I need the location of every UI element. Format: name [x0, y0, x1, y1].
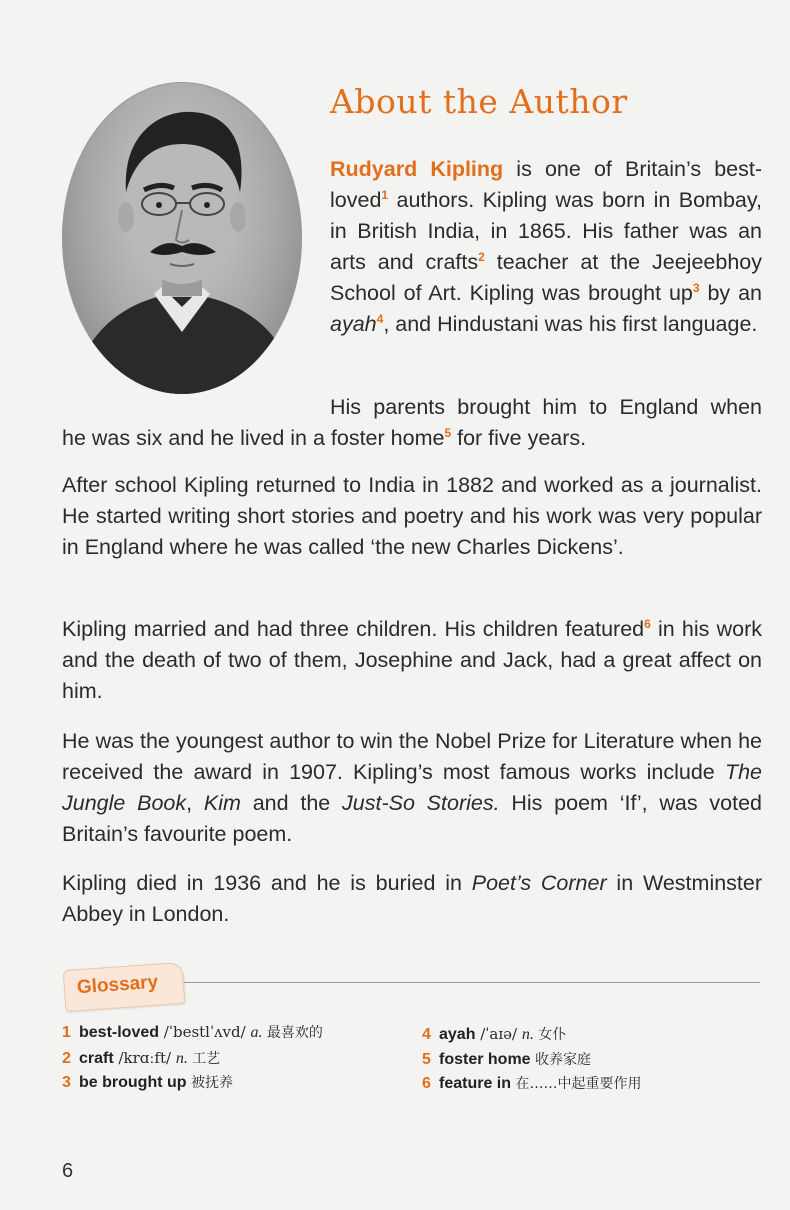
- paragraph-3: After school Kipling returned to India in 1882 and worked as a journalist. He started writing short stories and poetry and his work was very popular in England where he was called ‘the new Charles Dickens’.: [62, 473, 762, 559]
- glossary-definition: 最喜欢的: [262, 1025, 323, 1041]
- glossary-term: craft: [79, 1049, 114, 1067]
- italic-title: Just-So Stories.: [342, 791, 500, 815]
- glossary-item: [62, 1071, 323, 1096]
- glossary-term: be brought up: [79, 1074, 187, 1091]
- paragraph-2: [62, 392, 762, 454]
- text-span: He was the youngest author to win the Nobel Prize for Literature when he received the award in 1907. Kipling’s most famous works include: [62, 729, 762, 784]
- glossary-column-left: [62, 1020, 323, 1096]
- glossary-item: [422, 1022, 641, 1048]
- italic-term: ayah: [330, 312, 377, 336]
- glossary-term: foster home: [439, 1050, 531, 1068]
- glossary-number: 2: [62, 1049, 71, 1067]
- glossary-tab: [63, 962, 186, 1012]
- glossary-number: 6: [422, 1075, 431, 1092]
- paragraph-6: [62, 868, 762, 930]
- footnote-marker: 1: [381, 187, 389, 202]
- page-title: About the Author: [330, 82, 628, 121]
- glossary-phonetic: /ˈbestlˈʌvd/: [159, 1023, 251, 1041]
- text-span: ,: [186, 791, 204, 815]
- text-span: Kipling married and had three children. His children featured: [62, 617, 645, 641]
- glossary-number: 1: [62, 1024, 71, 1041]
- text-span: for five years.: [451, 426, 587, 450]
- glossary-phonetic: /krɑːft/: [113, 1048, 176, 1067]
- text-span: His poem ‘If’, was voted Britain’s favourite poem.: [62, 791, 762, 846]
- author-portrait: [62, 82, 302, 394]
- text-span: is one of Britain’s best-loved: [330, 157, 763, 212]
- glossary-definition: 在……中起重要作用: [511, 1076, 642, 1092]
- paragraph-4: [62, 614, 762, 707]
- text-span: he was six and he lived in a foster home: [62, 426, 445, 450]
- glossary-definition: 工艺: [187, 1050, 221, 1067]
- glossary-item: [422, 1048, 641, 1073]
- text-span: teacher at the Jeejeebhoy School of Art. Kipling was brought up: [330, 250, 762, 305]
- glossary-number: 3: [62, 1074, 71, 1091]
- glossary-pos: a.: [250, 1024, 263, 1041]
- text-span: His parents brought him to England when: [330, 395, 762, 419]
- text-span: Kipling died in 1936 and he is buried in: [62, 871, 472, 895]
- footnote-marker: 4: [376, 311, 384, 326]
- glossary-term: best-loved: [79, 1024, 160, 1041]
- glossary-label: Glossary: [76, 971, 159, 999]
- glossary-divider: [170, 982, 760, 983]
- footnote-marker: 2: [478, 249, 485, 264]
- glossary-phonetic: /ˈaɪə/: [475, 1025, 522, 1043]
- text-span: authors. Kipling was born in Bombay, in British India, in 1865. His father was an arts and crafts: [330, 188, 762, 274]
- glossary-term: ayah: [439, 1026, 476, 1043]
- glossary-item: [62, 1046, 323, 1072]
- author-name: Rudyard Kipling: [330, 157, 504, 181]
- text-span: in Westminster Abbey in London.: [62, 871, 763, 926]
- italic-title: The Jungle Book: [62, 760, 762, 815]
- text-span: in his work and the death of two of them, Josephine and Jack, had a great affect on him.: [62, 617, 762, 703]
- italic-title: Kim: [203, 791, 241, 815]
- glossary-pos: n.: [521, 1026, 534, 1043]
- footnote-marker: 3: [692, 280, 700, 295]
- glossary-definition: 女仆: [533, 1027, 567, 1043]
- page-number: 6: [62, 1160, 74, 1182]
- footnote-marker: 6: [644, 616, 651, 631]
- footnote-marker: 5: [444, 425, 452, 440]
- glossary-number: 5: [422, 1050, 431, 1068]
- glossary-number: 4: [422, 1026, 431, 1043]
- paragraph-5: [62, 726, 762, 850]
- glossary-item: [422, 1072, 641, 1097]
- glossary-item: [62, 1020, 323, 1046]
- glossary-column-right: [422, 1022, 641, 1097]
- text-span: by an: [699, 281, 762, 305]
- text-span: , and Hindustani was his first language.: [383, 312, 758, 336]
- glossary-pos: n.: [175, 1049, 188, 1067]
- glossary-definition: 被抚养: [186, 1075, 233, 1091]
- italic-place: Poet’s Corner: [471, 871, 607, 895]
- paragraph-1: [330, 154, 762, 340]
- glossary-term: feature in: [439, 1075, 512, 1092]
- glossary-definition: 收养家庭: [530, 1051, 592, 1068]
- text-span: and the: [240, 791, 343, 815]
